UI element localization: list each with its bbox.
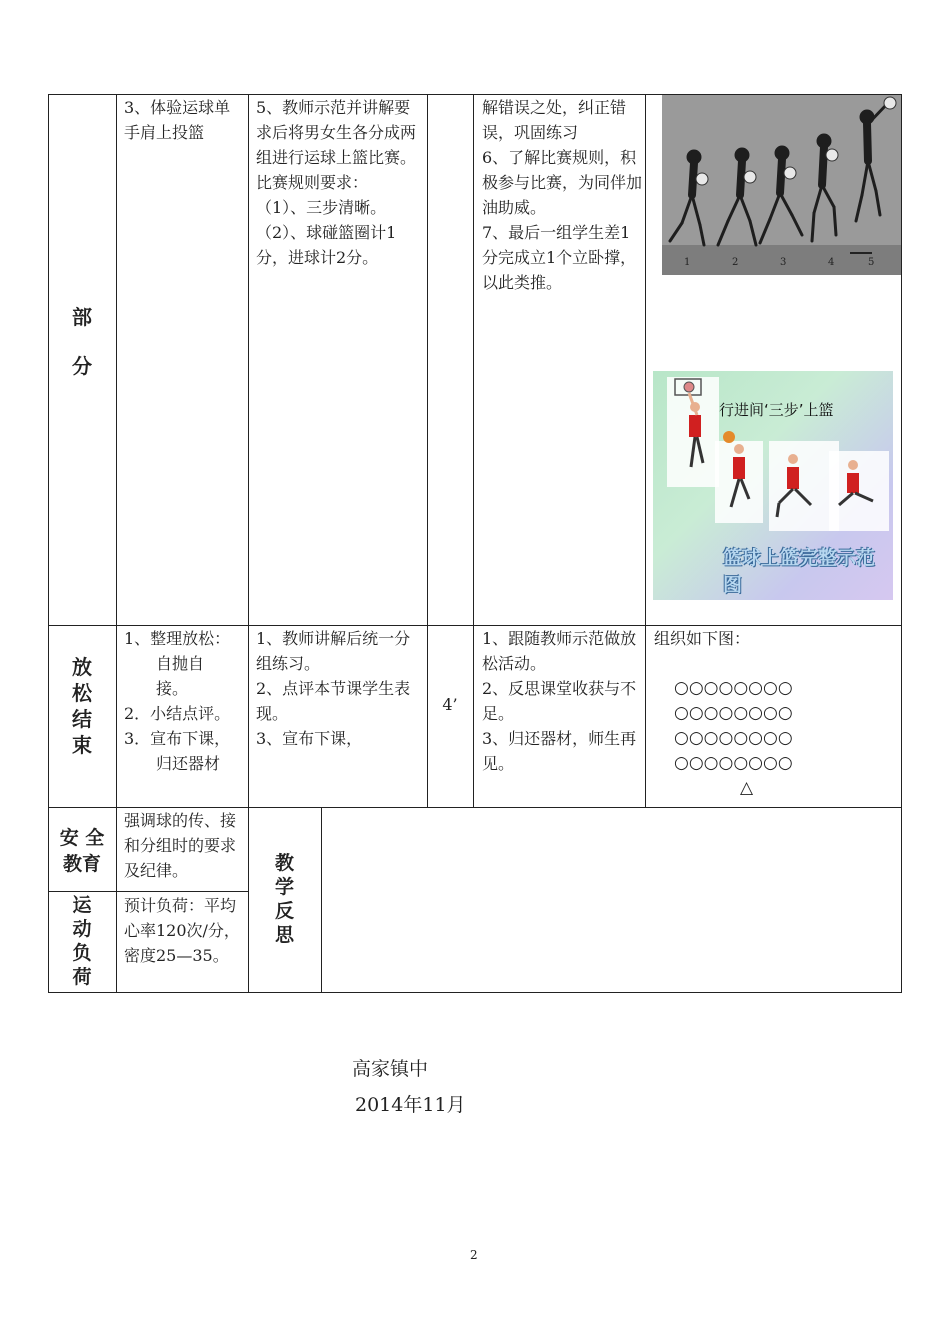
col-divider-reflection (321, 807, 322, 992)
reflection-label-char-4: 思 (274, 924, 294, 946)
student2-line-2: 2、反思课堂收获与不足。 (482, 679, 637, 723)
section2-label-char-2: 松 (72, 681, 92, 705)
page-number: 2 (470, 1248, 478, 1262)
figure2-title: 行进间‘三步’上篮 (719, 401, 834, 419)
section2-label (48, 654, 116, 758)
section2-label-char-1: 放 (72, 655, 92, 679)
sequence-number-1: 1 (684, 257, 691, 268)
section2-time: 4’ (442, 695, 458, 714)
content-line-4: 2．小结点评。 (124, 704, 231, 723)
figure2-caption: 篮球上篮完整示范图 (723, 547, 876, 596)
content-line-6: 归还器材 (156, 754, 221, 773)
section2-label-char-4: 束 (72, 733, 92, 757)
section2-content (124, 626, 248, 776)
document-date: 2014年11月 (355, 1094, 466, 1116)
teacher2-line-1: 1、教师讲解后统一分组练习。 (256, 629, 411, 673)
student2-line-1: 1、跟随教师示范做放松活动。 (482, 629, 637, 673)
layup-sequence-image (662, 95, 901, 275)
teacher-line-3: （1）、三步清晰。 (256, 198, 387, 217)
section1-label-bottom: 分 (72, 354, 92, 378)
section2-student (482, 626, 642, 776)
sequence-number-5: 5 (868, 257, 875, 268)
formation-diagram (674, 676, 894, 801)
sequence-number-4: 4 (828, 257, 835, 268)
formation-row-4: ○○○○○○○○ (674, 753, 793, 773)
table-right-border (901, 94, 902, 992)
section1-label-top: 部 (72, 305, 92, 329)
formation-row-3: ○○○○○○○○ (674, 728, 793, 748)
school-name: 高家镇中 (352, 1058, 429, 1080)
teacher-line-4: （2）、球碰篮圈计1分，进球计2分。 (256, 223, 397, 267)
col-divider-4 (473, 94, 474, 807)
layup-sequence-figures (662, 95, 901, 275)
student-line-3: 7、最后一组学生差1分完成立1个立卧撑，以此类推。 (482, 223, 637, 292)
section1-content: 3、体验运球单手肩上投篮 (124, 98, 231, 142)
teacher-position-mark: △ (740, 778, 754, 798)
section2-label-char-3: 结 (72, 707, 92, 731)
load-label (48, 893, 116, 989)
sequence-number-2: 2 (732, 257, 739, 268)
load-label-char-1: 运 (72, 894, 92, 916)
load-label-char-2: 动 (72, 918, 92, 940)
student2-line-3: 3、归还器材，师生再见。 (482, 729, 637, 773)
formation-row-2: ○○○○○○○○ (674, 703, 793, 723)
sequence-number-3: 3 (780, 257, 787, 268)
section2-teacher (256, 626, 424, 751)
teacher-line-1: 5、教师示范并讲解要求后将男女生各分成两组进行运球上篮比赛。 (256, 98, 417, 167)
teacher-line-2: 比赛规则要求： (256, 173, 369, 192)
content-line-2: 自抛自 (156, 654, 205, 673)
load-text: 预计负荷：平均心率120次/分，密度25—35。 (124, 896, 240, 965)
section1-teacher (256, 95, 424, 270)
content-line-3: 接。 (156, 679, 189, 698)
load-label-char-4: 荷 (72, 966, 92, 988)
layup-demo-image (653, 371, 893, 600)
org-title: 组织如下图： (654, 629, 751, 648)
formation-row-1: ○○○○○○○○ (674, 678, 793, 698)
safety-label: 安 全 教育 (59, 827, 105, 875)
safety-text: 强调球的传、接和分组时的要求及纪律。 (124, 811, 237, 880)
student-line-1: 解错误之处，纠正错误，巩固练习 (482, 98, 627, 142)
col-divider-1 (116, 94, 117, 992)
table-bottom-border (48, 992, 902, 993)
col-divider-5 (645, 94, 646, 807)
load-label-char-3: 负 (72, 942, 92, 964)
teacher2-line-2: 2、点评本节课学生表现。 (256, 679, 411, 723)
student-line-2: 6、了解比赛规则，积极参与比赛，为同伴加油助威。 (482, 148, 643, 217)
reflection-label (248, 851, 321, 947)
row-divider-3 (48, 891, 248, 892)
reflection-label-char-3: 反 (274, 900, 294, 922)
teacher2-line-3: 3、宣布下课， (256, 729, 363, 748)
reflection-label-char-1: 教 (274, 852, 294, 874)
reflection-label-char-2: 学 (274, 876, 294, 898)
content-line-1: 1、整理放松： (124, 629, 231, 648)
section1-student (482, 95, 642, 295)
content-line-5: 3．宣布下课， (124, 729, 231, 748)
